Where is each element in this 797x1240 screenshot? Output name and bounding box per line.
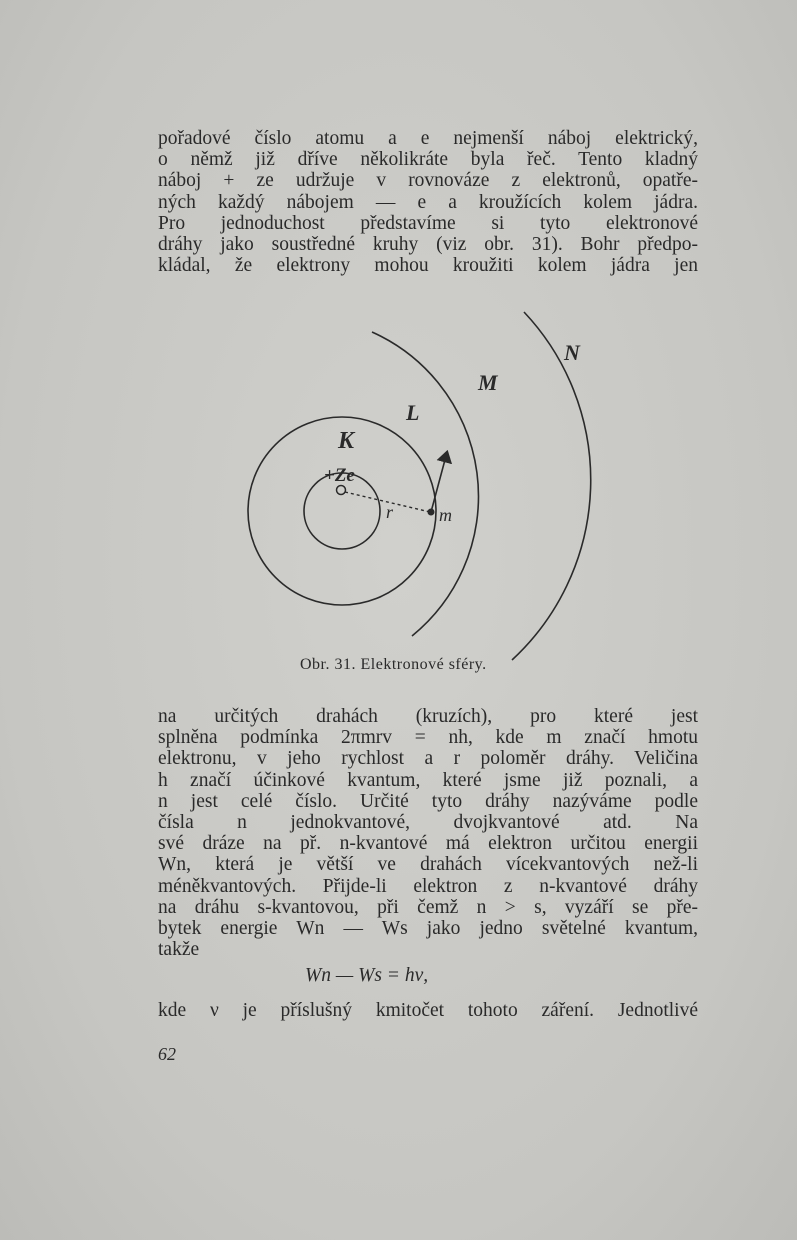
text-line: dráhy jako soustředné kruhy (viz obr. 31). Bohr předpo- bbox=[158, 234, 698, 256]
label-n: N bbox=[564, 340, 580, 365]
label-m: M bbox=[478, 370, 498, 395]
text-line: n jest celé číslo. Určité tyto dráhy nazýváme podle bbox=[158, 790, 698, 812]
text-line-last: kde ν je příslušný kmitočet tohoto záření. Jednotlivé bbox=[158, 1000, 698, 1021]
text-line: pořadové číslo atomu a e nejmenší náboj elektrický, bbox=[158, 128, 698, 149]
label-radius: r bbox=[386, 502, 394, 522]
text-line: Pro jednoduchost představíme si tyto elektronové bbox=[158, 212, 698, 234]
text-line: ných každý nábojem — e a kroužících kolem jádra. bbox=[158, 191, 698, 213]
text-line: Wn, která je větší ve drahách vícekvantových než-li bbox=[158, 854, 698, 876]
velocity-arrow bbox=[431, 456, 446, 512]
text-line: splněna podmínka 2πmrv = nh, kde m značí hmotu bbox=[158, 727, 698, 749]
label-nucleus: +Ze bbox=[324, 465, 355, 486]
text-line: své dráze na př. n-kvantové má elektron určitou energii bbox=[158, 833, 698, 855]
text-line: h značí účinkové kvantum, které jsme již poznali, a bbox=[158, 769, 698, 791]
equation: Wn — Ws = hν, bbox=[305, 965, 429, 986]
label-l: L bbox=[406, 400, 420, 425]
text-line: o němž již dříve několikráte byla řeč. Tento kladný bbox=[158, 149, 698, 171]
nucleus-dot bbox=[337, 486, 346, 495]
paragraph-bottom bbox=[158, 706, 698, 960]
label-k: K bbox=[338, 428, 355, 454]
orbit-m bbox=[372, 332, 478, 636]
text-line: méněkvantových. Přijde-li elektron z n-kvantové dráhy bbox=[158, 875, 698, 897]
figure-caption: Obr. 31. Elektronové sféry. bbox=[300, 656, 487, 673]
text-line: takže bbox=[158, 939, 200, 961]
text-line: kládal, že elektrony mohou kroužiti kolem jádra jen bbox=[158, 255, 698, 277]
text-line: bytek energie Wn — Ws jako jedno světelné kvantum, bbox=[158, 918, 698, 940]
label-electron: m bbox=[439, 505, 452, 525]
text-line: náboj + ze udržuje v rovnováze z elektronů, opatře- bbox=[158, 170, 698, 192]
page-number: 62 bbox=[158, 1044, 176, 1064]
text-line: na určitých drahách (kruzích), pro které jest bbox=[158, 706, 698, 727]
text-line: čísla n jednokvantové, dvojkvantové atd. Na bbox=[158, 812, 698, 834]
text-line: na dráhu s-kvantovou, při čemž n > s, vyzáří se pře- bbox=[158, 896, 698, 918]
text-line: elektronu, v jeho rychlost a r poloměr dráhy. Veličina bbox=[158, 748, 698, 770]
